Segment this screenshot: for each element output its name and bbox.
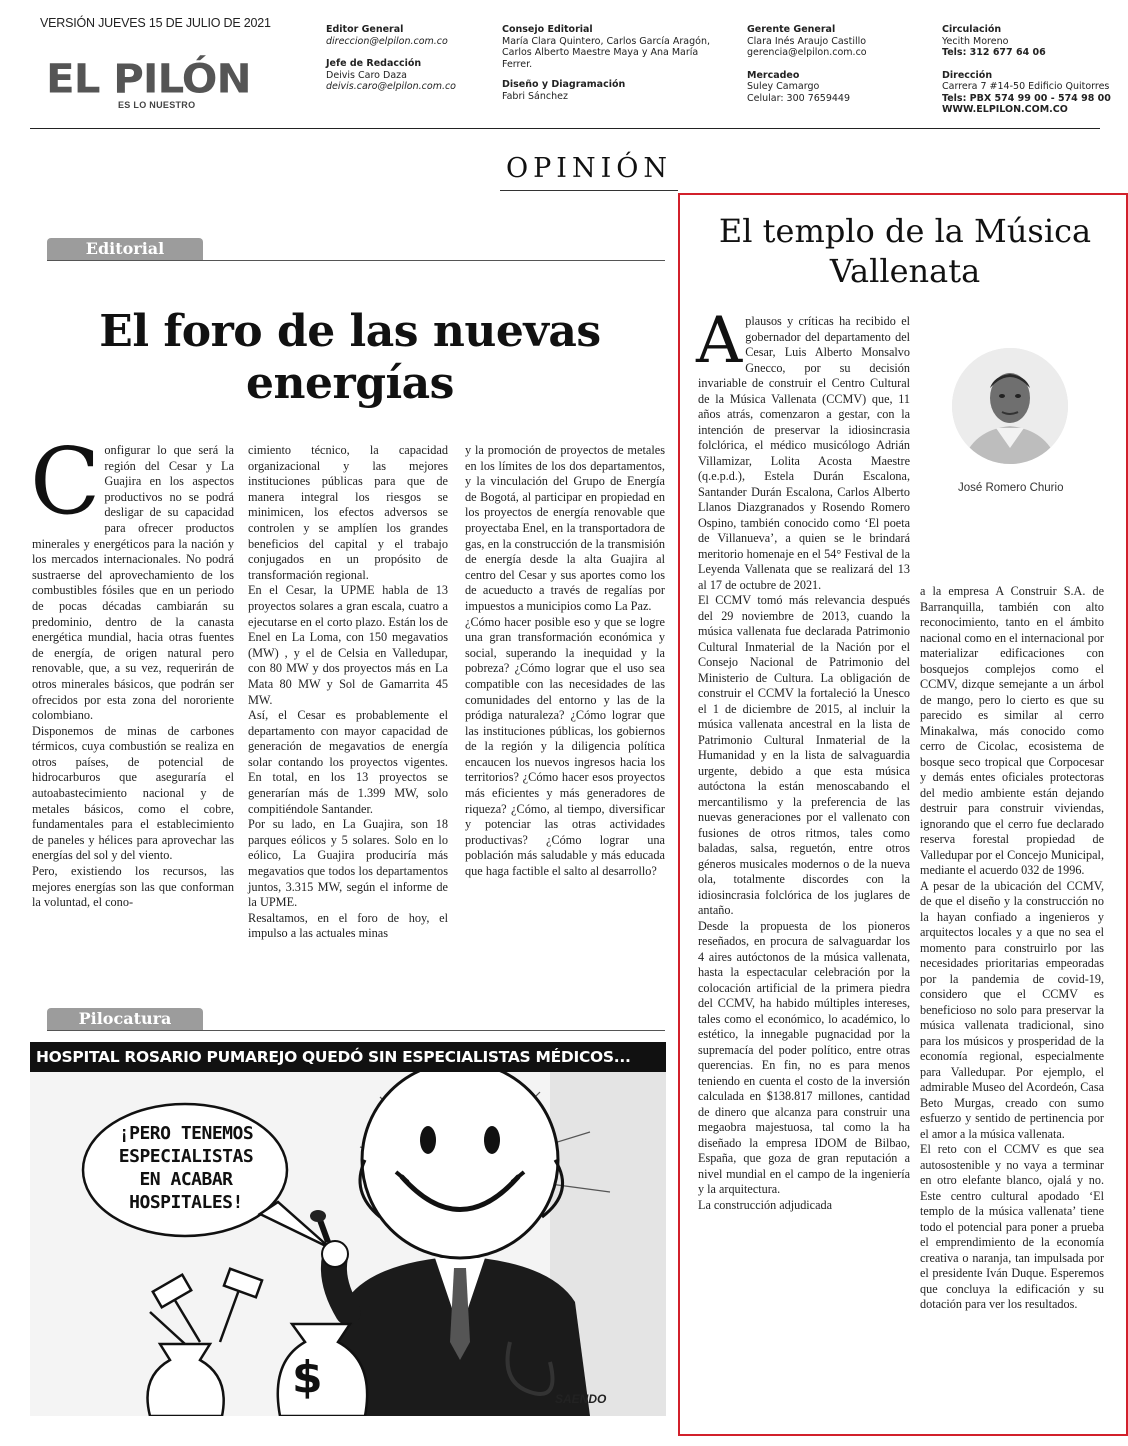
staff-email: direccion@elpilon.com.co	[326, 35, 448, 47]
newspaper-slogan: ES LO NUESTRO	[118, 100, 196, 110]
staff-phone: Tels: 312 677 64 06	[942, 47, 1046, 58]
staff-name: Clara Inés Araujo Castillo	[747, 35, 867, 47]
staff-role: Consejo Editorial	[502, 24, 593, 35]
section-title-rule	[500, 190, 678, 191]
section-title: OPINIÓN	[505, 153, 673, 184]
staff-role: Mercadeo	[747, 69, 800, 81]
paragraph: cimiento técnico, la capacidad organizacional y las mejores instituciones públicas para que de manera integral los riesgos se minimicen, los efectos adversos se controlen y se amplíen los grandes beneficios del capital y el trabajo conjugados en un propósito de transformación regional.	[248, 443, 448, 582]
speech-line: ¡PERO TENEMOS	[118, 1123, 254, 1144]
editorial-column-2	[248, 443, 448, 942]
staff-column-management	[747, 24, 867, 104]
staff-column-editors	[326, 24, 456, 93]
pilocatura-tab: Pilocatura	[47, 1008, 203, 1030]
paragraph: ¿Cómo hacer posible eso y que se logre una gran transformación económica y social, superando la inequidad y la pobreza? ¿Cómo lograr que el uso sea compatible con las necesidades de las comunidades del entorno y las de la pródiga naturaleza? ¿Cómo lograr que las instituciones públicas, los gobiernos de la región y la diligencia política encaucen los nuevos ingresos hacia los territorios? ¿Cómo hacer esos proyectos más eficientes y más generadores de riqueza? ¿Cómo, al tiempo, diversificar y potenciar las otras actividades productivas? ¿Cómo lograr una población más saludable y más educada que haga factible el salto al desarrollo?	[465, 614, 665, 879]
speech-bubble-text	[96, 1122, 276, 1214]
staff-phone: Celular: 300 7659449	[747, 92, 851, 104]
website-link[interactable]: WWW.ELPILON.COM.CO	[942, 104, 1068, 115]
staff-role: Editor General	[326, 24, 404, 35]
staff-name: Yecith Moreno	[942, 35, 1009, 47]
editorial-tab: Editorial	[47, 238, 203, 260]
editorial-column-3	[465, 443, 665, 880]
paragraph: Resaltamos, en el foro de hoy, el impulso a las actuales minas	[248, 910, 448, 941]
editorial-rule	[47, 260, 665, 261]
pilocatura-rule	[47, 1030, 665, 1031]
article-column-2	[920, 584, 1104, 1313]
paragraph: Desde la propuesta de los pioneros reseñados, en procura de salvaguardar los 4 aires autóctonos de la música vallenata, hasta la espectacular celebración por la colocación artificial de la primera piedra del CCMV, ha habido múltiples intereses, tales como el económico, lo académico, lo estético, la innegable pugnacidad por la supremacía del poder político, entre otras querencias. En fin, no es para menos teniendo en cuenta el costo de la inversión calculada en $138.817 millones, cantidad de dinero que alcanza para construir una megaobra majestuosa, tal como la ha diseñado la empresa IDOM de Bilbao, España, que goza de gran reputación a nivel mundial en el campo de la ingeniería y la arquitectura.	[698, 918, 910, 1196]
money-bag-symbol: $	[292, 1352, 323, 1403]
paragraph: Pero, existiendo los recursos, las mejores energías son las que conforman la voluntad, el cono-	[32, 864, 234, 910]
cartoon-headline: HOSPITAL ROSARIO PUMAREJO QUEDÓ SIN ESPECIALISTAS MÉDICOS...	[30, 1042, 666, 1072]
cartoon-illustration	[30, 1042, 666, 1416]
editorial-column-1	[30, 428, 234, 911]
cartoon-drawing	[30, 1042, 666, 1416]
paragraph: Así, el Cesar es probablemente el departamento con mayor capacidad de generación de megavatios de energía solar contando los proyectos vigentes. En total, en los 13 proyectos se generarían más de 1.399 MW, solo compitiéndole Santander.	[248, 708, 448, 816]
paragraph: a la empresa A Construir S.A. de Barranquilla, también con alto reconocimiento, tanto en el ámbito nacional como en el internacional por materializar edificaciones con bosquejos complejos como el CCMV, dizque semejante a un árbol de mango, pero lo cierto es que su parecido es similar al cerro Minakalwa, más conocido como cerro de Cicolac, ecosistema de bosque seco tropical que Corpocesar y demás entes oficiales protectoras del medio ambiente están dejando destruir para construir viviendas, ignorando que el cerro fue declarado reserva forestal propiedad de Valledupar por el Concejo Municipal, mediante el acuerdo 032 de 1996.	[920, 584, 1104, 877]
editorial-dropcap: C	[30, 428, 101, 535]
paragraph: A pesar de la ubicación del CCMV, de que el diseño y la construcción no la hayan confiado a ingenieros y arquitectos locales y a que no sea el momento para construirlo por las necesidades prioritarias empeoradas por la pandemia de covid-19, considero que el CCMV es beneficioso no solo para preservar la música vallenata tradicional, sino para los músicos y prosperidad de la economía regional, especialmente para Valledupar. Por ejemplo, el admirable Museo del Acordeón, Casa Beto Murgas, creado con sumo esfuerzo y sentido de pertinencia por el amor a la música vallenata.	[920, 878, 1104, 1141]
staff-role: Dirección	[942, 69, 993, 81]
paragraph: Disponemos de minas de carbones térmicos, cuya combustión se realiza en otros países, de potencial de hidrocarburos que aseguraría el autoabastecimiento nacional y de metales básicos, como el cobre, fundamentales para el establecimiento de paneles y hélices para aprovechar las energías del sol y del viento.	[32, 723, 234, 863]
cartoonist-signature: SAENDO	[555, 1392, 607, 1406]
paragraph: y la promoción de proyectos de metales en los límites de los dos departamentos, y la vinculación del Grupo de Energía de Bogotá, al participar en propiedad en los proyectos de energía renovable que proyectaba Enel, en la transportadora de gas, en la construcción de la transmisión de energía desde la alta Guajira al centro del Cesar y sus aportes como los de acueducto a través de regalías por impuestos a municipios como La Paz.	[465, 443, 665, 613]
newspaper-logo: EL PILÓN	[46, 55, 251, 102]
staff-column-board	[502, 24, 712, 102]
staff-column-contact	[942, 24, 1111, 116]
staff-role: Diseño y Diagramación	[502, 79, 626, 90]
staff-name: Suley Camargo	[747, 81, 820, 92]
staff-email: deivis.caro@elpilon.com.co	[326, 81, 456, 92]
paragraph: plausos y críticas ha recibido el gobernador del departamento del Cesar, Luis Alberto Monsalvo Gnecco, por su decisión invariable de construir el Centro Cultural de la Música Vallenata (CCMV) que, 11 años atrás, comenzaron a gestar, con la intención de preservar la idiosincrasia folclórica, el médico musicólogo Adrián Villamizar, Lolita Acosta Maestre (q.e.p.d.), Estela Durán Escalona, Santander Durán Escalona, Carlos Alberto Llanos Diazgranados y Rosendo Romero Ospino, también conocido como ‘El poeta de Villanueva’, a quien se le brindará meritorio homenaje en el 54° Festival de la Leyenda Vallenata que se realizará del 13 al 17 de octubre de 2021.	[698, 314, 910, 592]
article-dropcap: A	[696, 304, 743, 378]
paragraph: El CCMV tomó más relevancia después del 29 noviembre de 2013, cuando la música vallenata fue declarada Patrimonio Cultural Inmaterial de la Nación por el Consejo Nacional de Patrimonio del Ministerio de Cultura. La obligación de construir el CCMV la fortaleció la Unesco el 1 de diciembre de 2015, al incluir la música vallenata ancestral en la lista de Patrimonio Cultural Inmaterial de la Humanidad y en la lista de salvaguardia urgente, debido a que esta música autóctona la están menoscabando el mercantilismo y la preferencia de las nuevas generaciones por el vallenato con fusiones de otros ritmos, tales como baladas, salsa, reguetón, entre otros géneros musicales modernos o de la nueva ola, totalmente discordes con la idiosincrasia folclórica de los juglares de antaño.	[698, 593, 910, 917]
speech-line: ESPECIALISTAS	[118, 1146, 254, 1167]
editorial-headline: El foro de las nuevas energías	[99, 306, 601, 409]
paragraph: onfigurar lo que será la región del Cesar y La Guajira en los aspectos productivos no se podrá desligar de su capacidad para ofrecer productos minerales y energéticos para la nación y los mercados internacionales. No podrá sustraerse del aprovechamiento de los combustibles fósiles que en un periodo de pocas décadas cambiarán su predominio, dentro de la canasta energética mundial, hacia otras fuentes de energía, de origen natural pero renovable, que, a su vez, requerirán de otros minerales básicos, que podrán ser ofrecidos por esta zona del nororiente colombiano.	[32, 443, 234, 723]
author-name: José Romero Churio	[958, 482, 1064, 494]
staff-email: gerencia@elpilon.com.co	[747, 47, 867, 58]
article-column-1	[696, 304, 910, 1213]
staff-role: Jefe de Redacción	[326, 58, 422, 69]
paragraph: El reto con el CCMV es que sea autosostenible y no vaya a terminar en otro elefante blanco, ojalá y no. Este centro cultural apodado ‘El templo de la música vallenata’ tiene todo el potencial para poner a prueba el emprendimiento de la economía creativa o naranja, tan impulsada por el presidente Iván Duque. Esperemos que concluya la edificación y su dotación para ver los resultados.	[920, 1142, 1104, 1311]
article-headline: El templo de la Música Vallenata	[718, 212, 1092, 290]
staff-address: Carrera 7 #14-50 Edificio Quitorres	[942, 81, 1110, 92]
author-photo	[952, 348, 1068, 464]
staff-role: Circulación	[942, 24, 1002, 35]
edition-date-line: VERSIÓN JUEVES 15 DE JULIO DE 2021	[40, 16, 271, 30]
staff-phone: Tels: PBX 574 99 00 - 574 98 00	[942, 92, 1111, 104]
paragraph: Por su lado, en La Guajira, son 18 parques eólicos y 5 solares. Solo en lo eólico, La Guajira produciría más megavatios que todos los departamentos juntos, 3.315 MW, según el informe de la UPME.	[248, 817, 448, 910]
staff-role: Gerente General	[747, 24, 836, 35]
speech-line: EN ACABAR	[139, 1169, 233, 1190]
speech-line: HOSPITALES!	[129, 1192, 243, 1213]
staff-names: María Clara Quintero, Carlos García Aragón, Carlos Alberto Maestre Maya y Ana María Ferrer.	[502, 35, 710, 70]
staff-name: Fabri Sánchez	[502, 90, 568, 102]
paragraph: La construcción adjudicada	[698, 1197, 833, 1212]
masthead-divider	[30, 128, 1100, 129]
author-portrait-icon	[952, 348, 1068, 464]
paragraph: En el Cesar, la UPME habla de 13 proyectos solares a gran escala, cuatro a ejecutarse en el corto plazo. Están los de Enel en La Loma, con 150 megavatios (MW) , y el de Celsia en Valledupar, con 80 MW y dos proyectos más en La Mata 80 MW y Sol de Gamarrita 45 MW.	[248, 583, 448, 707]
staff-name: Deivis Caro Daza	[326, 69, 407, 81]
